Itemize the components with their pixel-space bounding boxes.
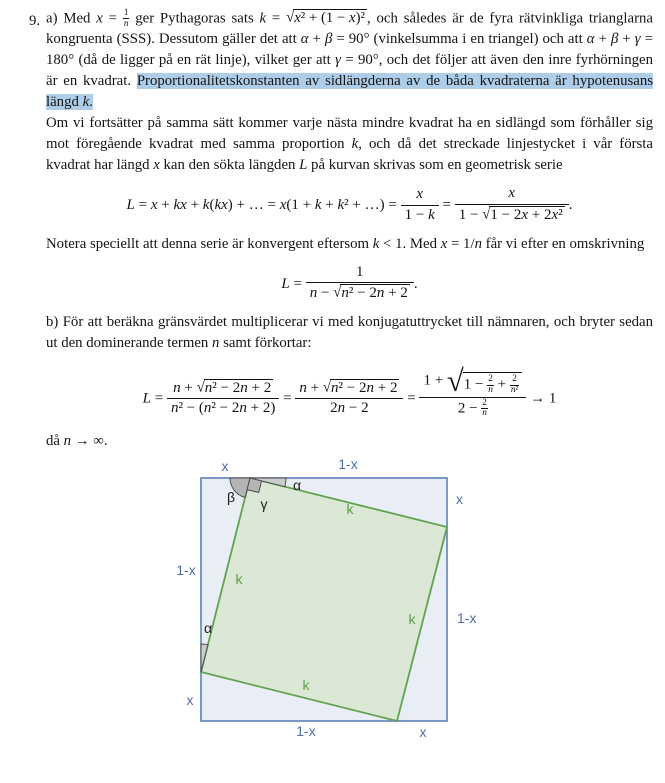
math-variable: x (294, 10, 301, 27)
math-variable: k (372, 235, 380, 252)
equation-L-rewritten: L = $\frac{1}{\text{n − √n² − 2n + 2}}$ . (281, 263, 418, 302)
fraction: $\frac{\text{n + √n² − 2n + 2}}{\text{n² − (n² − 2n + 2)}}$ (167, 379, 279, 418)
math-variable: k (428, 206, 435, 223)
math-variable: n (123, 17, 129, 28)
math-variable: n (510, 384, 516, 395)
math-variable: x (440, 235, 448, 252)
radical: √n² − 2n + 2 (196, 379, 272, 396)
math-variable: α (586, 31, 595, 48)
math-variable: x (153, 157, 160, 174)
label-angle-gamma: γ (260, 496, 268, 513)
math-variable: kx (214, 197, 228, 214)
math-variable: k (259, 10, 267, 27)
math-variable: L (299, 157, 308, 174)
math-variable: n (331, 379, 339, 396)
fraction: $\frac{2}{n}$ (488, 374, 493, 395)
math-variable: n (204, 379, 213, 396)
math-variable: x (416, 186, 423, 203)
math-variable: α (300, 31, 309, 48)
radical: √n² − 2n + 2 (322, 379, 398, 396)
label-angle-alpha-top: α (292, 477, 302, 494)
label-right-top-x: x (456, 491, 463, 508)
item-number: 9. (29, 13, 41, 29)
label-angle-alpha-left: α (203, 620, 213, 637)
math-variable: n (170, 400, 179, 417)
label-bottom-left-1-x: 1-x (296, 723, 316, 740)
math-variable: n (212, 335, 220, 352)
math-variable: x (521, 206, 529, 223)
math-variable: n (488, 384, 493, 395)
label-left-top-1-x: 1-x (176, 562, 196, 579)
math-variable: n (337, 400, 346, 417)
math-variable: L (142, 390, 151, 407)
fraction: $\frac{2}{n}$ (482, 397, 487, 419)
paragraph-b: b) För att beräkna gränsvärdet multiplicerar vi med konjugatuttrycket till nämnaren, och bryter sedan ut den dominerande termen n samt förkortar: (46, 314, 653, 352)
math-variable: x (150, 197, 158, 214)
radical: √1 − 2x + 2x² (482, 206, 563, 223)
math-variable: n (63, 433, 72, 450)
problem-body (46, 8, 653, 452)
math-variable: k (337, 197, 345, 214)
math-variable: n (239, 400, 247, 417)
math-variable: n (203, 400, 212, 417)
math-variable: kx (173, 197, 187, 214)
math-variable: β (324, 31, 333, 48)
label-k-left-side: k (235, 571, 243, 588)
math-variable: L (281, 275, 290, 292)
math-variable: x (508, 185, 516, 202)
math-variable: k (82, 94, 90, 111)
label-left-bottom-x: x (186, 692, 194, 709)
fraction: $\frac{\text{n + √n² − 2n + 2}}{2n - 2}$ (295, 379, 403, 418)
fraction: $\frac{x}{\text{1 − √1 − 2x + 2x²}}$ (455, 185, 569, 224)
math-variable: n (341, 285, 349, 302)
radical: √ 1 − $\frac{2}{n}$ + $\frac{2}{\text{n²}}$ (447, 367, 522, 395)
fraction: $\frac{2}{\text{n²}}$ (510, 374, 519, 395)
math-variable: n (173, 379, 181, 396)
math-variable: n (376, 285, 385, 302)
math-variable: γ (335, 52, 341, 69)
math-variable: n (366, 379, 374, 396)
equation-limit: L = $\frac{\text{n + √n² − 2n + 2}}{\text{n² − (n² − 2n + 2)}}$ = $\frac{\text{n + √n² − 2n + 2}}{2n - 2}$ = 1 + √ 1 − $\frac{2}{n}$ + $\frac{2}{\text{n²}}$ 2 − $\frac{2}{n}$ → 1 (142, 364, 557, 419)
equation-geometric-series: L = x + kx + k(kx) + … = x(1 + k + k² + …) = $\frac{x}{1 - k}$ = $\frac{x}{\text{1 − √1 − 2x + 2x²}}$ . (126, 185, 573, 223)
fraction: $\frac{1}{\text{n − √n² − 2n + 2}}$ (306, 264, 414, 303)
label-right-bottom-1-x: 1-x (457, 610, 477, 627)
math-variable: n (240, 379, 248, 396)
fraction: 1 + √ 1 − $\frac{2}{n}$ + $\frac{2}{\text{n²}}$ 2 − $\frac{2}{n}$ (419, 367, 526, 419)
label-k-right-side: k (408, 611, 416, 628)
squares-diagram (160, 452, 490, 749)
math-variable: γ (634, 31, 641, 48)
math-variable: x (96, 10, 103, 27)
math-variable: x (279, 197, 287, 214)
math-variable: n (474, 235, 482, 252)
radical: √x² + (1 − x)² (286, 10, 365, 27)
label-angle-beta: β (226, 489, 236, 506)
math-variable: x (349, 10, 356, 27)
paragraph-continuation: Om vi fortsätter på samma sätt kommer varje nästa mindre kvadrat ha en sidlängd som förhåller sig mot föregående kvadrat med samma proportion k, och då det streckade linjestycket i vår första kvadrat har längd x kan den sökta längden L på kurvan skrivas som en geometrisk serie (46, 115, 653, 174)
math-variable: k (351, 136, 359, 153)
paragraph-convergence-note: Notera speciellt att denna serie är konvergent eftersom k < 1. Med x = 1/n får vi efter en omskrivning (46, 235, 645, 252)
math-variable: L (126, 197, 135, 214)
label-top-left-x: x (221, 458, 229, 475)
label-k-bottom-side: k (302, 677, 310, 694)
squares-figure (160, 452, 490, 749)
math-variable: n (482, 408, 487, 419)
label-top-right-1-x: 1-x (338, 456, 358, 473)
math-variable: k (314, 197, 322, 214)
fraction: $\frac{x}{1 - k}$ (401, 186, 439, 224)
selection-highlight: Proportionalitetskonstanten av sidlängderna av de båda kvadraterna är hypotenusans längd k. (46, 73, 653, 111)
math-variable: x (551, 206, 559, 223)
math-variable: n (299, 379, 307, 396)
radical: √n² − 2n + 2 (333, 284, 408, 302)
problem-9 (0, 8, 665, 452)
math-variable: β (610, 31, 619, 48)
label-k-top-side: k (346, 501, 354, 518)
math-variable: k (202, 197, 210, 214)
label-bottom-right-x: x (419, 724, 427, 741)
paragraph-limit-note: då n → ∞. (46, 433, 108, 450)
fraction: $\frac{1}{n}$ (123, 7, 129, 28)
paragraph-a: a) Med x = $\frac{1}{n}$ ger Pythagoras sats k = √x² + (1 − x)² , och således är de fyra rätvinkliga trianglarna kongruenta (SSS). Dessutom gäller det att α + β = 90° (vinkelsumma i en triangel) och att α + β + γ = 180° (då de ligger på en rät linje), vilket ger att γ = 90°, och det följer att även den inre fyrhörningen är en kvadrat. Proportionalitetskonstanten av sidlängderna av de båda kvadraterna är hypotenusans längd k. (46, 7, 653, 111)
math-variable: n (309, 285, 318, 302)
